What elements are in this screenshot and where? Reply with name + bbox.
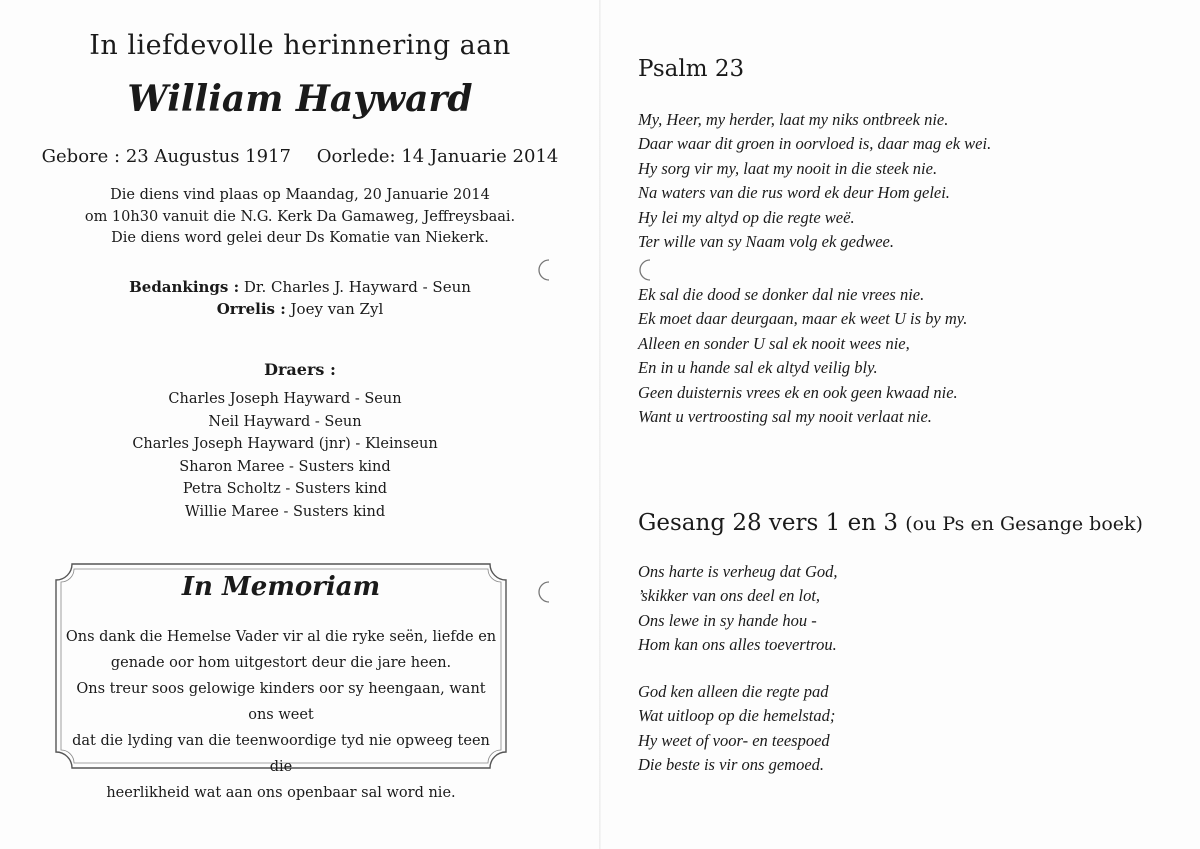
intro-heading: In liefdevolle herinnering aan xyxy=(89,30,511,61)
bearer-item: Petra Scholtz - Susters kind xyxy=(182,481,388,497)
born-label: Gebore : xyxy=(41,146,121,167)
poem-line: Ter wille van sy Naam volg ek gedwee. xyxy=(638,232,895,252)
thanks-value: Dr. Charles J. Hayward - Seun xyxy=(243,278,471,296)
bearers-list xyxy=(0,388,570,523)
memoriam-line: heerlikheid wat aan ons openbaar sal word nie. xyxy=(106,785,456,801)
poem-line: Die beste is vir ons gemoed. xyxy=(638,755,825,775)
hymn-stanza-2 xyxy=(638,680,1178,778)
service-line: Die diens word gelei deur Ds Komatie van Niekerk. xyxy=(111,230,489,246)
poem-line: ’skikker van ons deel en lot, xyxy=(638,586,821,606)
poem-line: En in u hande sal ek altyd veilig bly. xyxy=(638,358,878,378)
dates-row xyxy=(0,146,600,167)
memoriam-text xyxy=(64,624,498,806)
punch-hole-icon xyxy=(535,258,555,282)
service-line: Die diens vind plaas op Maandag, 20 Januarie 2014 xyxy=(110,187,490,203)
memoriam-line: Ons dank die Hemelse Vader vir al die ryke seën, liefde en xyxy=(65,629,497,645)
poem-line: Ek sal die dood se donker dal nie vrees nie. xyxy=(638,285,925,304)
organist-row xyxy=(0,298,600,320)
service-line: om 10h30 vanuit die N.G. Kerk Da Gamaweg, Jeffreysbaai. xyxy=(84,208,516,225)
poem-line: Geen duisternis vrees ek en ook geen kwaad nie. xyxy=(638,382,958,402)
thanks-label: Bedankings : xyxy=(129,278,240,296)
in-memoriam-box xyxy=(52,560,510,801)
poem-line: Ek moet daar deurgaan, maar ek weet U is by my. xyxy=(638,309,968,329)
hymn-heading xyxy=(638,510,1143,536)
deceased-name: William Hayward xyxy=(127,78,473,120)
bearer-item: Neil Hayward - Seun xyxy=(208,413,362,430)
punch-hole-icon xyxy=(535,580,555,604)
poem-line: Hy weet of voor- en teespoed xyxy=(638,730,830,750)
hymn-title: Gesang 28 vers 1 en 3 xyxy=(638,510,898,536)
thanks-row xyxy=(0,276,600,298)
poem-line: Na waters van die rus word ek deur Hom gelei. xyxy=(638,183,950,203)
memoriam-line: genade oor hom uitgestort deur die jare heen. xyxy=(110,655,452,671)
poem-line: Hy lei my altyd op die regte weë. xyxy=(638,207,855,227)
bearer-item: Willie Maree - Susters kind xyxy=(184,503,386,520)
bearers-title: Draers : xyxy=(264,360,336,379)
acknowledgements xyxy=(0,276,600,320)
poem-line: My, Heer, my herder, laat my niks ontbreek nie. xyxy=(638,110,949,129)
memoriam-line: Ons treur soos gelowige kinders oor sy heengaan, want ons weet xyxy=(76,681,486,723)
died-info xyxy=(317,146,559,167)
bearer-item: Sharon Maree - Susters kind xyxy=(179,458,391,475)
psalm-stanza-1 xyxy=(638,108,1178,254)
memoriam-line: dat die lyding van die teenwoordige tyd nie opweeg teen die xyxy=(72,733,490,775)
poem-line: Hy sorg vir my, laat my nooit in die steek nie. xyxy=(638,158,938,178)
poem-line: Daar waar dit groen in oorvloed is, daar mag ek wei. xyxy=(638,134,992,154)
punch-hole-icon xyxy=(638,258,654,282)
poem-line: Alleen en sonder U sal ek nooit wees nie, xyxy=(638,333,910,353)
born-date: 23 Augustus 1917 xyxy=(125,146,291,167)
poem-line: Ons lewe in sy hande hou - xyxy=(638,610,817,630)
bearer-item: Charles Joseph Hayward - Seun xyxy=(168,391,402,407)
right-page xyxy=(600,0,1200,849)
hymn-subtitle: (ou Ps en Gesange boek) xyxy=(905,513,1143,535)
poem-line: Hom kan ons alles toevertrou. xyxy=(638,635,837,655)
poem-line: Want u vertroosting sal my nooit verlaat nie. xyxy=(638,407,932,427)
organist-value: Joey van Zyl xyxy=(290,300,384,318)
died-label: Oorlede: xyxy=(316,146,396,167)
psalm-title: Psalm 23 xyxy=(638,56,745,82)
bearer-item: Charles Joseph Hayward (jnr) - Kleinseun xyxy=(132,436,438,452)
service-details xyxy=(0,185,600,250)
poem-line: God ken alleen die regte pad xyxy=(638,682,829,701)
poem-line: Ons harte is verheug dat God, xyxy=(638,562,838,581)
poem-line: Wat uitloop op die hemelstad; xyxy=(638,706,836,726)
died-date: 14 Januarie 2014 xyxy=(401,146,559,167)
memoriam-title: In Memoriam xyxy=(181,572,381,602)
psalm-stanza-2 xyxy=(638,283,1178,429)
born-info xyxy=(42,146,291,167)
organist-label: Orrelis : xyxy=(216,300,286,318)
hymn-stanza-1 xyxy=(638,560,1178,658)
